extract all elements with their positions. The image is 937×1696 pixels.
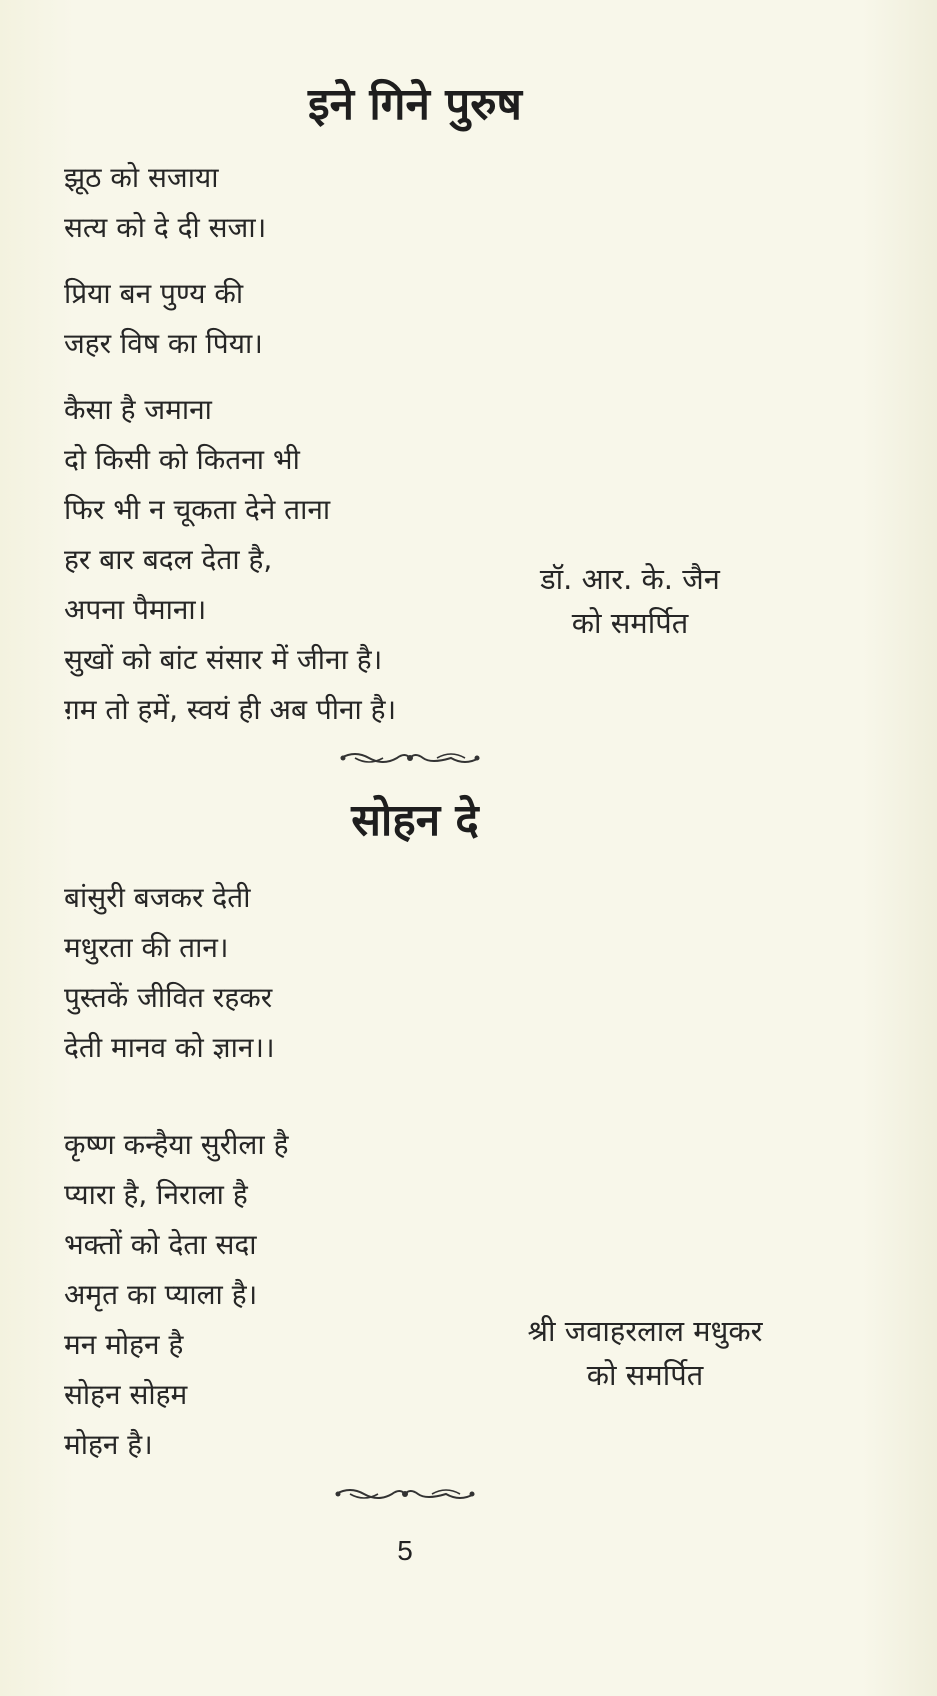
poem-line: प्यारा है, निराला है [64,1178,248,1211]
dedication-2 [490,1309,800,1397]
poem-line: कृष्ण कन्हैया सुरीला है [64,1128,289,1161]
poem1-lines [64,153,396,735]
poem-title-sohan-de: सोहन दे [351,795,479,846]
poem-line: अमृत का प्याला है। [64,1278,258,1311]
poem-line: कैसा है जमाना [64,393,212,426]
ornament-divider [330,1482,480,1506]
dedication-label: को समर्पित [571,606,689,640]
ornament-divider [335,746,485,770]
poem-line: मधुरता की तान। [64,931,229,964]
poem-line: बांसुरी बजकर देती [64,881,251,914]
poem-line: सत्य को दे दी सजा। [64,211,267,244]
poem-title-ine-gine-purush: इने गिने पुरुष [308,79,522,130]
poem-line: अपना पैमाना। [64,593,207,626]
poem-line: पुस्तकें जीवित रहकर [64,981,273,1014]
poem-line: दो किसी को कितना भी [64,443,300,476]
poem-line: भक्तों को देता सदा [64,1228,257,1261]
poem-line: ग़म तो हमें, स्वयं ही अब पीना है। [64,693,397,726]
dedication-1 [510,557,750,645]
page-number: 5 [397,1535,413,1566]
poem-line: झूठ को सजाया [64,161,219,194]
poem-line: सुखों को बांट संसार में जीना है। [64,643,383,676]
poem2-stanza1 [64,873,275,1073]
poem-line: देती मानव को ज्ञान।। [64,1031,275,1064]
poem-line: मन मोहन है [64,1328,184,1361]
poem-line: सोहन सोहम [64,1378,188,1411]
dedication-name: श्री जवाहरलाल मधुकर [527,1314,763,1348]
poem-line: फिर भी न चूकता देने ताना [64,493,331,526]
poem-line: जहर विष का पिया। [64,327,263,360]
poem-line: हर बार बदल देता है, [64,543,273,576]
poem-line: प्रिया बन पुण्य की [64,277,244,310]
poem-line: मोहन है। [64,1428,153,1461]
dedication-label: को समर्पित [586,1358,704,1392]
dedication-name: डॉ. आर. के. जैन [540,562,720,596]
poem2-stanza2 [64,1120,288,1470]
